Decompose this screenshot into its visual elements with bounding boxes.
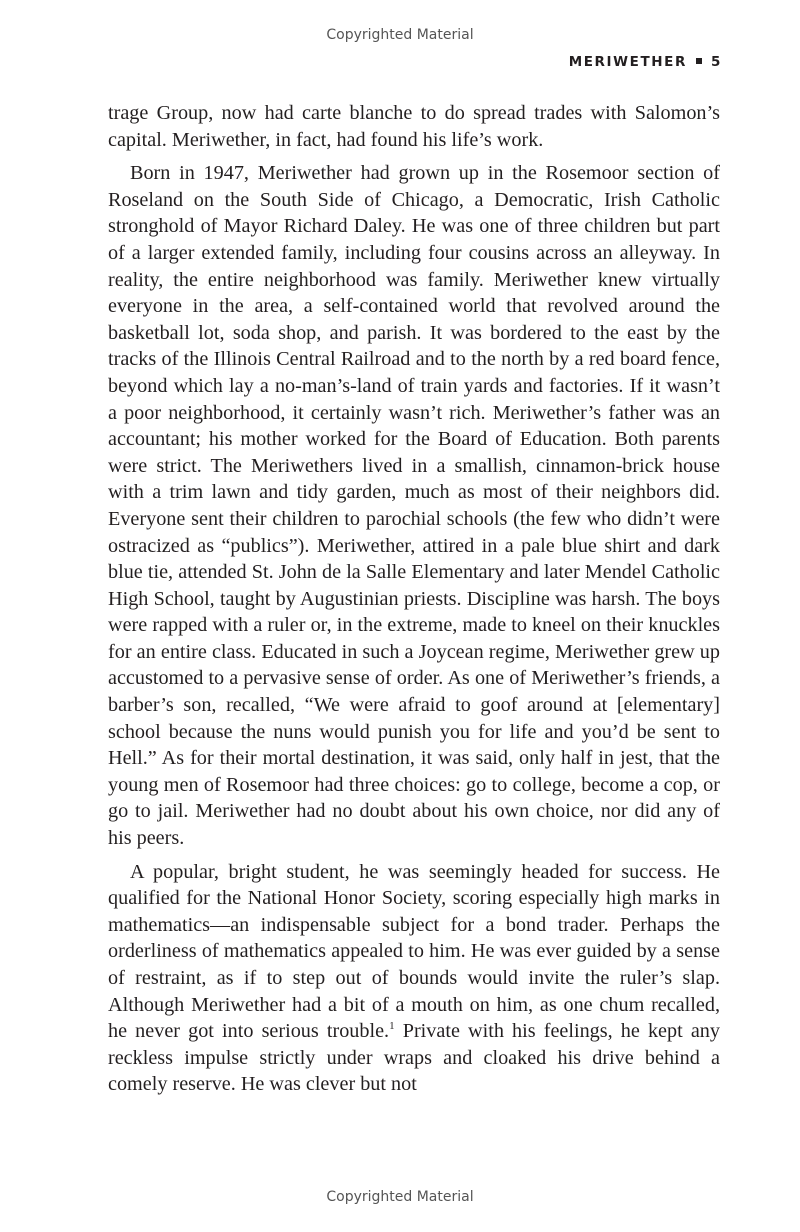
paragraph-text: A popular, bright student, he was seemingly headed for success. He qualified for the National Honor Society, scoring especially high marks in mathematics—an indispensable subject for a bond trader. Perhaps the orderliness of mathematics appealed to him. He was ever guided by a sense of restraint, as if to step out of bounds would invite the ruler’s slap. Although Meriwether had a bit of a mouth on him, as one chum recalled, he never got into serious trouble.	[108, 860, 720, 1043]
running-head	[569, 54, 722, 70]
paragraph-continued: trage Group, now had carte blanche to do spread trades with Salomon’s capital. Meriwether, in fact, had found his life’s work.	[108, 102, 720, 151]
footnote-reference[interactable]: 1	[389, 1020, 395, 1033]
paragraph: Born in 1947, Meriwether had grown up in the Rosemoor section of Roseland on the South Side of Chicago, a Democratic, Irish Catholic stronghold of Mayor Richard Daley. He was one of three children but part of a larger extended family, including four cousins across an alleyway. In reality, the entire neighborhood was family. Meriwether knew virtually everyone in the area, a self-contained world that revolved around the basketball lot, soda shop, and parish. It was bordered to the east by the tracks of the Illinois Central Railroad and to the north by a red board fence, beyond which lay a no-man’s-land of train yards and factories. If it wasn’t a poor neighborhood, it certainly wasn’t rich. Meriwether’s father was an accountant; his mother worked for the Board of Education. Both parents were strict. The Meriwethers lived in a smallish, cinnamon-brick house with a trim lawn and tidy garden, much as most of their neighbors did. Everyone sent their children to parochial schools (the few who didn’t were ostracized as “publics”). Meriwether, attired in a pale blue shirt and dark blue tie, attended St. John de la Salle Elementary and later Mendel Catholic High School, taught by Augustinian priests. Discipline was harsh. The boys were rapped with a ruler or, in the extreme, made to kneel on their knuckles for an entire class. Educated in such a Joycean regime, Meriwether grew up accustomed to a pervasive sense of order. As one of Meriwether’s friends, a barber’s son, recalled, “We were afraid to goof around at [elementary] school because the nuns would punish you for life and you’d be sent to Hell.” As for their mortal destination, it was said, only half in jest, that the young men of Rosemoor had three choices: go to college, become a cop, or go to jail. Meriwether had no doubt about his own choice, nor did any of his peers.	[108, 162, 720, 850]
copyright-watermark-top: Copyrighted Material	[326, 27, 474, 43]
paragraph	[108, 859, 720, 1098]
copyright-watermark-bottom: Copyrighted Material	[326, 1189, 474, 1205]
separator-square-icon	[696, 58, 702, 64]
body-text	[108, 100, 720, 1098]
chapter-title: MERIWETHER	[568, 54, 687, 70]
paragraph-text: Private with his feelings, he kept any reckless impulse strictly under wraps and cloaked his drive behind a comely reserve. He was clever but not	[108, 1020, 720, 1096]
page-number: 5	[711, 54, 722, 70]
